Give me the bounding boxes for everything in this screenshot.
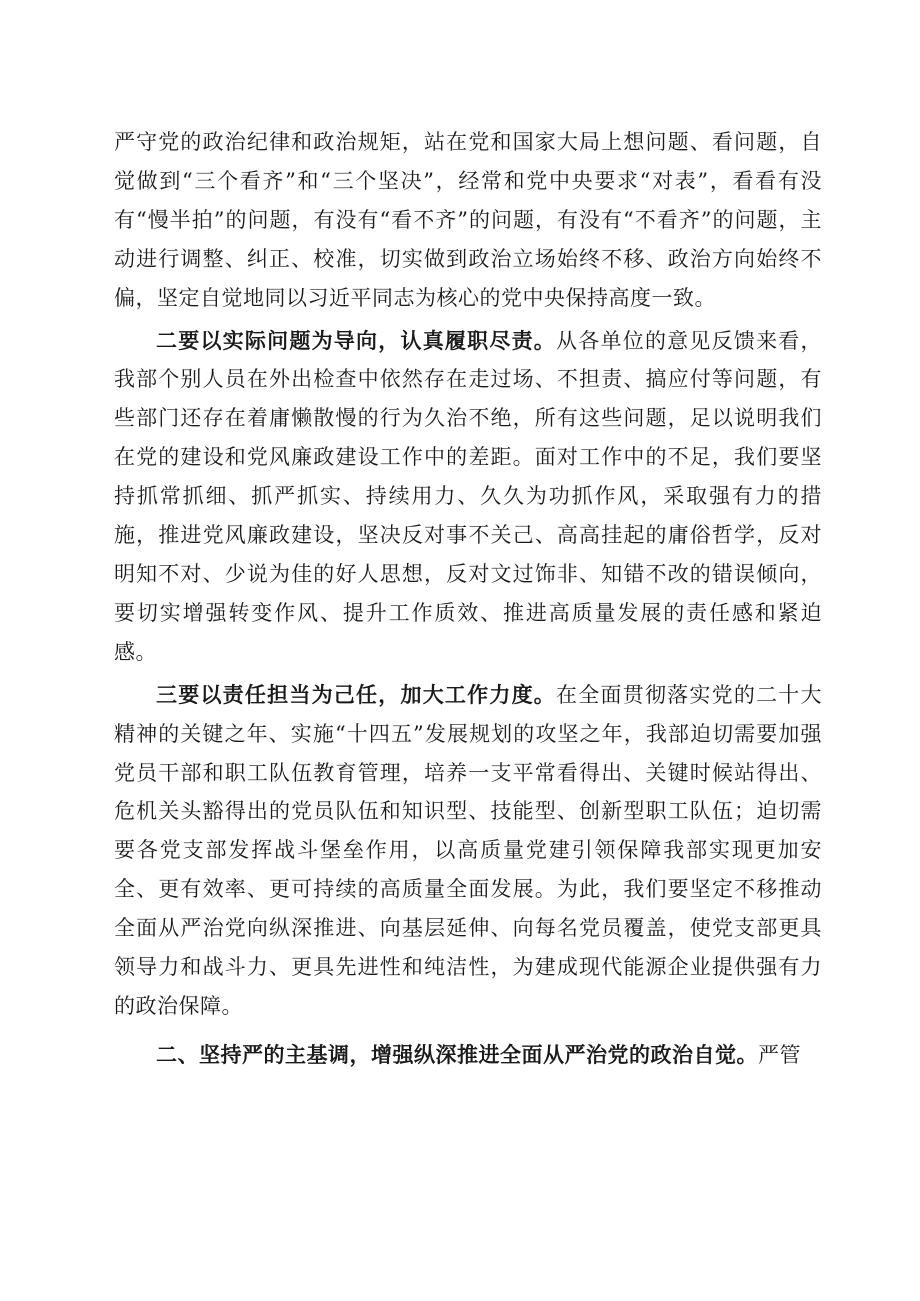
paragraph-continuation bbox=[114, 123, 822, 318]
paragraph-body-text: 严管 bbox=[758, 1042, 801, 1067]
paragraph-point-three bbox=[114, 676, 822, 1026]
paragraph-body-text: 严守党的政治纪律和政治规矩，站在党和国家大局上想问题、看问题，自觉做到“三个看齐”和“三个坚决”，经常和党中央要求“对表”，看看有没有“慢半拍”的问题，有没有“看不齐”的问题，有没有“不看齐”的问题，主动进行调整、纠正、校准，切实做到政治立场始终不移、政治方向始终不偏，坚定自觉地同以习近平同志为核心的党中央保持高度一致。 bbox=[114, 130, 822, 310]
paragraph-lead-heading: 二要以实际问题为导向，认真履职尽责。 bbox=[156, 327, 557, 353]
paragraph-point-two bbox=[114, 322, 822, 672]
section-heading: 二、坚持严的主基调，增强纵深推进全面从严治党的政治自觉。 bbox=[156, 1041, 758, 1067]
paragraph-body-text: 在全面贯彻落实党的二十大精神的关键之年、实施“十四五”发展规划的攻坚之年，我部迫切需要加强党员干部和职工队伍教育管理，培养一支平常看得出、关键时候站得出、危机关头豁得出的党员队伍和知识型、技能型、创新型职工队伍；迫切需要各党支部发挥战斗堡垒作用，以高质量党建引领保障我部实现更加安全、更有效率、更可持续的高质量全面发展。为此，我们要坚定不移推动全面从严治党向纵深推进、向基层延伸、向每名党员覆盖，使党支部更具领导力和战斗力、更具先进性和纯洁性，为建成现代能源企业提供强有力的政治保障。 bbox=[114, 682, 823, 1018]
paragraph-lead-heading: 三要以责任担当为己任，加大工作力度。 bbox=[156, 681, 557, 707]
document-body bbox=[114, 123, 822, 1075]
paragraph-section-two bbox=[114, 1036, 822, 1075]
paragraph-body-text: 从各单位的意见反馈来看，我部个别人员在外出检查中依然存在走过场、不担责、搞应付等问题，有些部门还存在着庸懒散慢的行为久治不绝，所有这些问题，足以说明我们在党的建设和党风廉政建设工作中的差距。面对工作中的不足，我们要坚持抓常抓细、抓严抓实、持续用力、久久为功抓作风，采取强有力的措施，推进党风廉政建设，坚决反对事不关己、高高挂起的庸俗哲学，反对明知不对、少说为佳的好人思想，反对文过饰非、知错不改的错误倾向，要切实增强转变作风、提升工作质效、推进高质量发展的责任感和紧迫感。 bbox=[114, 328, 823, 664]
